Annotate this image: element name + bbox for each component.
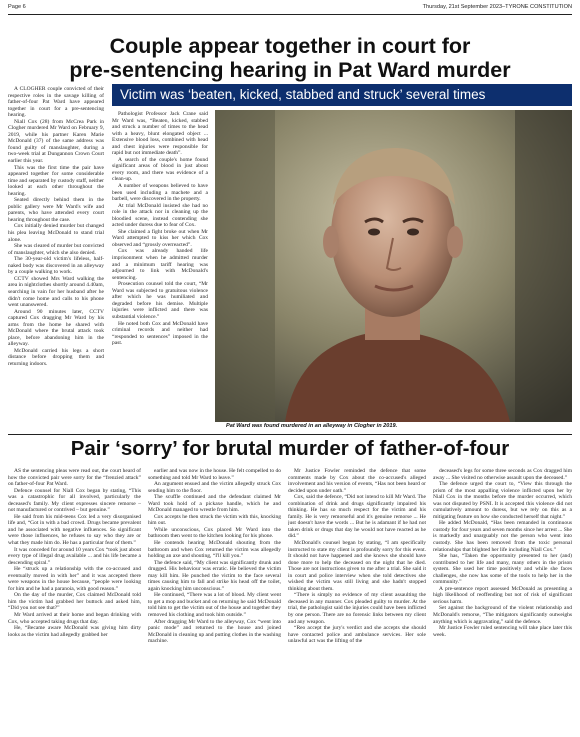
paragraph: He noted both Cox and McDonald have criminal records and neither had “responded to sentences” imposed in the past. [112, 320, 208, 347]
paragraph: He added McDonald, “Has been remanded in continuous custody for four years and seven months since her arrest ... She is markedly and unarguably not the person who went into custody. She has been removed from the toxic personal relationships that blighted her life including Niall Cox.” [433, 520, 572, 553]
paragraph: Mr Justice Fowler reminded the defence that some comments made by Cox about the co-accused's alleged involvement and his version of events, “Has not been heard or decided upon under oath.” [288, 468, 426, 494]
paragraph: A number of weapons believed to have been used including a machete and a barbell, were discovered in the property. [112, 183, 208, 203]
paragraph: She has, “Taken the opportunity presented to her (and) contributed to her life and many, many others in the prison system. She used her time positively and while she faces challenges, she now has some of the tools to help her in the community.” [433, 553, 572, 586]
paragraph: “Reo accept the jury's verdict and she accepts she should have contacted police and ambulance services. Her sole unlawful act was the lifting of the [288, 625, 426, 645]
paragraph: The 30-year-old victim's lifeless, half-naked body was discovered in an alleyway by a couple walking to work. [8, 256, 104, 276]
story-column-4 [433, 468, 572, 730]
paragraph: McDonald's counsel began by stating, “I am specifically instructed to state my client is profoundly sorry for this event. It should not have happened and she knows she should have done more to help the deceased on the night that he died. Those are not instructions given to me after a trial. She said it in court and police interview when she told detectives she wished the victim was still living and she hadn't stopped thinking about them. [288, 540, 426, 592]
story-column-3 [288, 468, 426, 730]
paragraph: A search of the couple's home found significant areas of blood in just about every room, and there was evidence of a clean-up. [112, 156, 208, 183]
paragraph: It was conceded for around 10 years Cox “took just about every type of illegal drug available ... and his life became a descending spiral.” [8, 546, 141, 566]
photo-caption: Pat Ward was found murdered in an alleyway in Clogher in 2019. [226, 423, 398, 429]
paragraph: A pre-sentence report assessed McDonald as presenting a high likelihood of reoffending but not of risk of significant serious harm. [433, 585, 572, 605]
paragraph: Seated directly behind them in the public gallery were Mr Ward's wife and parents, who have attended every court hearing throughout the case. [8, 197, 104, 223]
second-headline: Pair ‘sorry’ for brutal murder of father-of-four [70, 437, 510, 460]
paragraph: Mr Ward arrived at their home and began drinking with Cox, who accepted taking drugs that day. [8, 612, 141, 625]
paragraph: A CLOGHER couple convicted of their respective roles in the savage killing of father-of-four Pat Ward have appeared together in court for a pre-sentencing hearing. [8, 86, 104, 119]
paragraph: Prosecution counsel told the court, “Mr Ward was subjected to gratuitous violence after which he was humiliated and degraded before his demise. Multiple injuries were inflicted and there was substantial violence.” [112, 281, 208, 320]
article-column-2 [112, 111, 208, 433]
paragraph: He contends hearing McDonald shouting from the bathroom and when Cox returned the victim was allegedly holding an axe and shouting, “I'll kill you.” [148, 540, 281, 560]
paragraph: On the day of the murder, Cox claimed McDonald told him the victim had grabbed her buttock and asked him, “Did you not see that?” [8, 592, 141, 612]
paragraph: Cox accepts he then struck the victim with this, knocking him out. [148, 513, 281, 527]
paragraph: Cox initially denied murder but changed his plea leaving McDonald to stand trial alone. [8, 223, 104, 243]
paragraph: He continued, “There was a lot of blood. My client went to get a mop and bucket and on returning he said McDonald told him to get the victim out of the house and together they removed his clothing and took him outside.” [148, 592, 281, 619]
paragraph: “There is simply no evidence of my client assaulting the deceased in any manner. Cox pleaded guilty to murder. At the trial, the pathologist said the injuries could have been inflicted by one person. There are no forensic links between my client and any weapon. [288, 592, 426, 625]
paragraph: deceased's legs for some three seconds as Cox dragged him away ... She visited no otherwise assault upon the deceased.” [433, 468, 572, 481]
paragraph: He said from his mid-teens Cox led a very disorganised life and, “Got in with a bad crowd. Drugs became prevalent and he associated with negative influences. So significant were those influences, he refuses to say who they are or what they made him do. He has a particular fear of them.” [8, 513, 141, 547]
paragraph: She claimed a fight broke out when Mr Ward attempted to kiss her which Cox observed and “grossly overreacted”. [112, 228, 208, 248]
header-rule [8, 14, 572, 15]
paragraph: The defence urged the court to, “View this through the prism of the most appalling violence inflicted upon her by Niall Cox in the months before the murder occurred, which was not disputed by PSNI. It is accepted this violence did not cumulatively amount to duress, but we rely on this as a mitigating feature on how she conducted herself that night.” [433, 481, 572, 520]
page-dateline: Thursday, 21st September 2023–TYRONE CONSTITUTION [422, 4, 572, 10]
paragraph: Set against the background of the violent relationship and McDonald's remorse, “The mitigators significantly outweighs anything which is aggravating,” said the defence. [433, 605, 572, 625]
main-headline: Couple appear together in court for pre-sentencing hearing in Pat Ward murder [69, 34, 511, 82]
paragraph: AS the sentencing pleas were read out, the court heard of how the convicted pair were sorry for the “frenzied attack” on father-of-four Pat Ward. [8, 468, 141, 488]
subheading-banner: Victim was ‘beaten, kicked, stabbed and struck’ several times [112, 84, 572, 106]
paragraph: earlier and was now in the house. He felt compelled to do something and told Mr Ward to leave.” [148, 468, 281, 481]
page-number: Page 6 [8, 4, 26, 10]
paragraph: An argument ensued and the victim allegedly struck Cox sending him to the floor. [148, 481, 281, 494]
article-column-1 [8, 86, 104, 432]
paragraph: He, “Became aware McDonald was giving him dirty looks as the victim had allegedly grabbed her [8, 625, 141, 638]
paragraph: The defence said, “My client was significantly drunk and drugged. His behaviour was erratic. He believed the victim may kill him. He punched the victim to the face several times causing him to fall and strike his head off the toilet, again knocking him unconscious.” [148, 559, 281, 592]
section-rule [8, 434, 572, 435]
story-column-2 [148, 468, 281, 730]
paragraph: The scuffle continued and the defendant claimed Mr Ward took hold of a pickaxe handle, which he and McDonald managed to wrestle from him. [148, 494, 281, 514]
paragraph: Around 90 minutes later, CCTV captured Cox dragging Mr Ward by his arms from the home he shared with McDonald where the brutal attack took place, before abandoning him in the alleyway. [8, 308, 104, 348]
paragraph: This was the first time the pair have appeared together for some considerable time and separated by custody staff, neither looked at each other throughout the hearing. [8, 164, 104, 197]
paragraph: After dragging Mr Ward to the alleyway, Cox “went into panic mode” and returned to the house and joined McDonald in cleaning up and putting clothes in the washing machine. [148, 618, 281, 645]
paragraph: Niall Cox (28) from McCrea Park in Clogher murdered Mr Ward on February 9, 2019, while his partner Karen Marie McDonald (37) of the same address was found guilty of manslaughter, during a two-week trial at Dungannon Crown Court earlier this year. [8, 118, 104, 165]
paragraph: Cox, said the defence, “Did not intend to kill Mr Ward. The combination of drink and drugs significantly impaired his thinking. He has so much respect for the victim and his family. He is very remorseful and it's genuine remorse ... He just doesn't have the words ... But he is adamant if he had not taken drink or drugs that day he would not have reacted as he did.” [288, 494, 426, 540]
victim-photo [215, 110, 572, 422]
story-column-1 [8, 468, 141, 730]
paragraph: McDonald carried his legs a short distance before dropping them and returning indoors. [8, 347, 104, 367]
paragraph: Defence counsel for Niall Cox began by stating, “This was a catastrophic for all involved, particularly the deceased's family. My client expresses sincere remorse – not manufactured or contrived – but genuine.” [8, 487, 141, 514]
paragraph: Pathologist Professor Jack Crane said Mr Ward was, “Beaten, kicked, stabbed and struck a number of times to the head with a heavy, blunt elongated object ... Extensive blood loss, combined with head and chest injuries were responsible for rapid but not immediate death”. [112, 111, 208, 157]
paragraph: CCTV showed Mrs Ward walking the area in nightclothes shortly around 4.40am, searching in vain for her husband after he didn't come home and calls to his phone went unanswered. [8, 275, 104, 309]
page-header [8, 3, 572, 13]
paragraph: At trial McDonald insisted she had no role in the attack nor in cleaning up the bloodied scene, instead contending she acted under duress due to fear of Cox. [112, 202, 208, 229]
portrait-illustration [215, 110, 572, 422]
paragraph: While unconscious, Cox placed Mr Ward into the bathroom then went to the kitchen looking for his phone. [148, 526, 281, 540]
paragraph: Cox was already handed life imprisonment when he admitted murder and a minimum tariff hearing was adjourned to link with McDonald's sentencing. [112, 248, 208, 281]
paragraph: Mr Justice Fowler ruled sentencing will take place later this week. [433, 625, 572, 638]
paragraph: He “struck up a relationship with the co-accused and eventually moved in with her” and it was accepted there were weapons in the house because, “people were looking for him and he had a paranoia, with good reason.” [8, 566, 141, 592]
paragraph: She was cleared of murder but convicted of manslaughter, which she also denied. [8, 243, 104, 256]
